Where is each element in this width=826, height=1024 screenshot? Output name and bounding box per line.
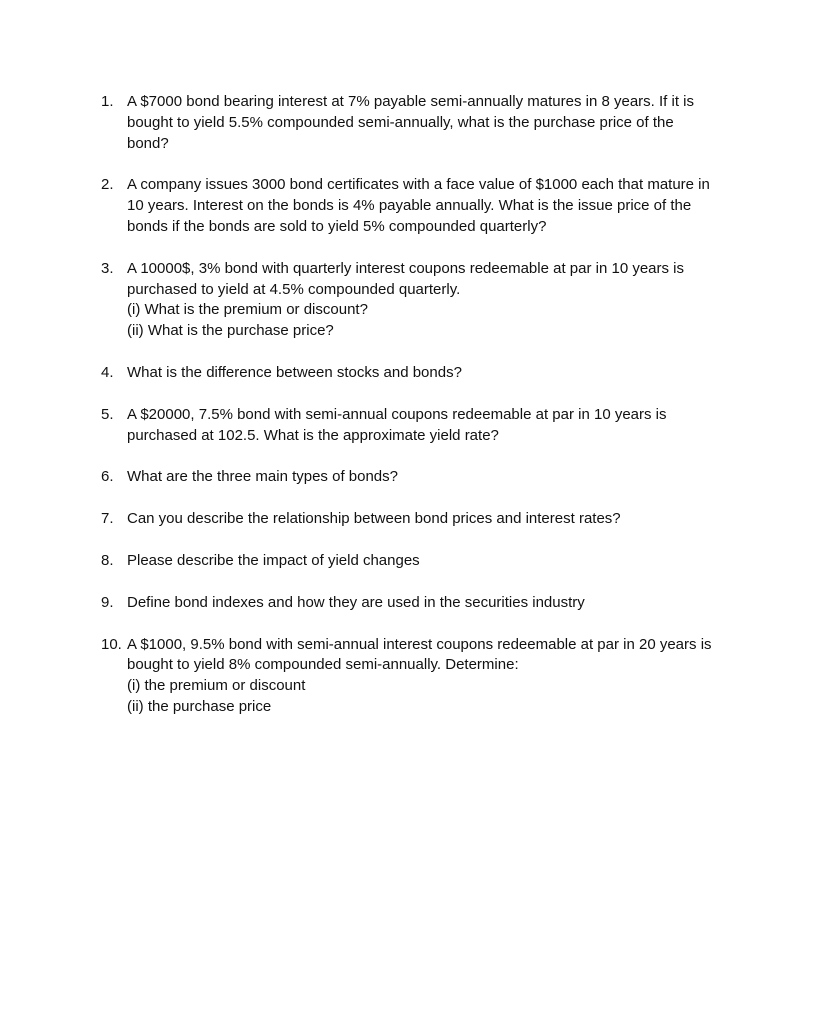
question-item — [101, 509, 761, 530]
question-text-line: Please describe the impact of yield changes — [127, 551, 420, 569]
question-text-line: bought to yield 8% compounded semi-annually. Determine: — [127, 656, 519, 674]
question-number: 10. — [101, 635, 122, 653]
question-text-line: What are the three main types of bonds? — [127, 468, 398, 486]
question-item — [101, 363, 761, 384]
question-text-line: What is the difference between stocks and bonds? — [127, 363, 462, 381]
question-text-line: purchased at 102.5. What is the approximate yield rate? — [127, 426, 499, 444]
question-number: 7. — [101, 510, 114, 528]
question-text-line: A 10000$, 3% bond with quarterly interest coupons redeemable at par in 10 years is — [127, 259, 685, 277]
question-item — [101, 175, 761, 237]
question-number: 5. — [101, 405, 114, 423]
question-number: 2. — [101, 176, 114, 194]
sub-question-line: (ii) the purchase price — [127, 697, 272, 715]
question-number: 3. — [101, 259, 114, 277]
question-item — [101, 635, 761, 718]
question-number: 9. — [101, 593, 114, 611]
sub-question-line: (i) the premium or discount — [127, 677, 306, 695]
question-item — [101, 467, 761, 488]
question-number: 8. — [101, 551, 114, 569]
question-text-line: A $7000 bond bearing interest at 7% payable semi-annually matures in 8 years. If it is — [127, 93, 694, 110]
sub-question-line: (ii) What is the purchase price? — [127, 322, 334, 340]
question-text-line: A $20000, 7.5% bond with semi-annual coupons redeemable at par in 10 years is — [127, 405, 667, 423]
question-text-line: Define bond indexes and how they are used in the securities industry — [127, 593, 585, 611]
question-number: 4. — [101, 363, 114, 381]
sub-question-line: (i) What is the premium or discount? — [127, 301, 368, 319]
question-text-line: A $1000, 9.5% bond with semi-annual interest coupons redeemable at par in 20 years is — [127, 635, 712, 653]
question-number: 1. — [101, 93, 114, 110]
question-item — [101, 259, 761, 342]
question-text-line: bond? — [127, 134, 169, 152]
question-item — [101, 405, 761, 447]
question-text-line: 10 years. Interest on the bonds is 4% payable annually. What is the issue price of the — [127, 197, 692, 215]
question-list — [101, 92, 761, 739]
question-text-line: A company issues 3000 bond certificates with a face value of $1000 each that mature in — [127, 176, 710, 194]
question-text-line: bought to yield 5.5% compounded semi-annually, what is the purchase price of the — [127, 113, 674, 131]
question-text-line: bonds if the bonds are sold to yield 5% compounded quarterly? — [127, 217, 547, 235]
question-text-line: Can you describe the relationship between bond prices and interest rates? — [127, 510, 621, 528]
question-item — [101, 92, 761, 154]
question-text-line: purchased to yield at 4.5% compounded quarterly. — [127, 280, 461, 298]
question-item — [101, 593, 761, 614]
question-number: 6. — [101, 468, 114, 486]
question-item — [101, 551, 761, 572]
